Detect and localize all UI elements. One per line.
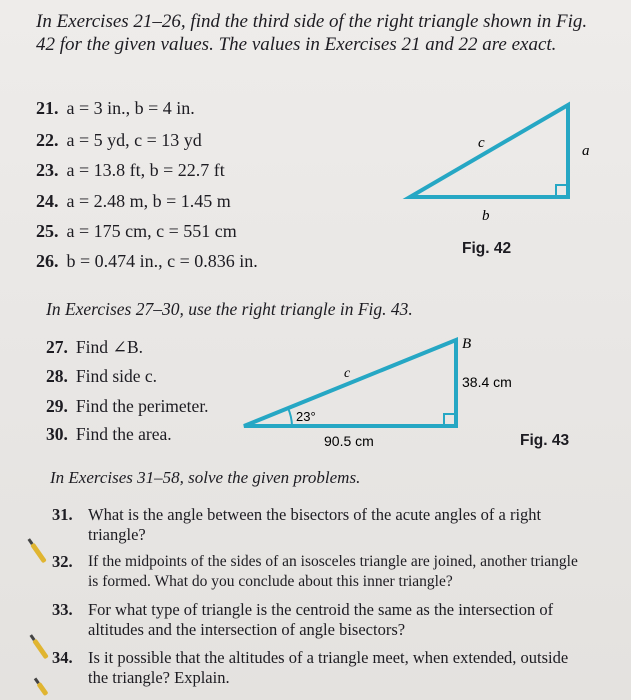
figure-43-caption: Fig. 43 bbox=[520, 432, 570, 449]
problem-33: 33. For what type of triangle is the centroid the same as the intersection of altitudes and the intersection of angle bisectors? bbox=[52, 600, 554, 639]
intro-exercises-31-58: In Exercises 31–58, solve the given problems. bbox=[50, 468, 361, 487]
triangle-43-outline bbox=[244, 340, 456, 426]
intro-exercises-27-30: In Exercises 27–30, use the right triangle in Fig. 43. bbox=[46, 299, 413, 319]
label-vertex-b: B bbox=[462, 336, 472, 352]
label-side-c: c bbox=[478, 135, 485, 151]
problem-31: 31. What is the angle between the bisectors of the acute angles of a right triangle? bbox=[52, 505, 542, 544]
problem-32: 32. If the midpoints of the sides of an isosceles triangle are joined, another triangle is formed. What do you conclude about this inner triangle? bbox=[52, 552, 578, 590]
intro-exercises-21-26: In Exercises 21–26, find the third side of the right triangle shown in Fig. 42 for the given values. The values in Exercises 21 and 22 are exact. bbox=[36, 11, 588, 55]
angle-arc bbox=[288, 408, 292, 426]
highlighter-mark bbox=[30, 543, 47, 564]
highlighter-mark bbox=[32, 639, 49, 660]
figure-42-caption: Fig. 42 bbox=[462, 240, 512, 257]
exercise-29: 29. Find the perimeter. bbox=[46, 396, 209, 416]
exercise-25: 25. a = 175 cm, c = 551 cm bbox=[36, 221, 237, 241]
exercise-24: 24. a = 2.48 m, b = 1.45 m bbox=[36, 191, 231, 211]
problem-34: 34. Is it possible that the altitudes of a triangle meet, when extended, outside the triangle? Explain. bbox=[52, 648, 569, 687]
exercise-26: 26. b = 0.474 in., c = 0.836 in. bbox=[36, 251, 258, 271]
highlighter-mark bbox=[36, 682, 48, 696]
exercise-21: 21. a = 3 in., b = 4 in. bbox=[36, 98, 195, 118]
label-side-a: a bbox=[582, 143, 590, 159]
label-angle: 23° bbox=[296, 409, 316, 424]
label-side-c: c bbox=[344, 366, 351, 381]
label-base: 90.5 cm bbox=[324, 433, 374, 449]
figure-43-triangle bbox=[236, 330, 536, 460]
exercise-30: 30. Find the area. bbox=[46, 424, 172, 444]
label-side-b: b bbox=[482, 208, 490, 224]
exercise-28: 28. Find side c. bbox=[46, 366, 158, 386]
exercise-27: 27. Find ∠B. bbox=[46, 337, 144, 357]
exercise-23: 23. a = 13.8 ft, b = 22.7 ft bbox=[36, 160, 225, 180]
label-height: 38.4 cm bbox=[462, 374, 512, 390]
triangle-42-outline bbox=[410, 105, 568, 197]
exercise-22: 22. a = 5 yd, c = 13 yd bbox=[36, 130, 202, 150]
